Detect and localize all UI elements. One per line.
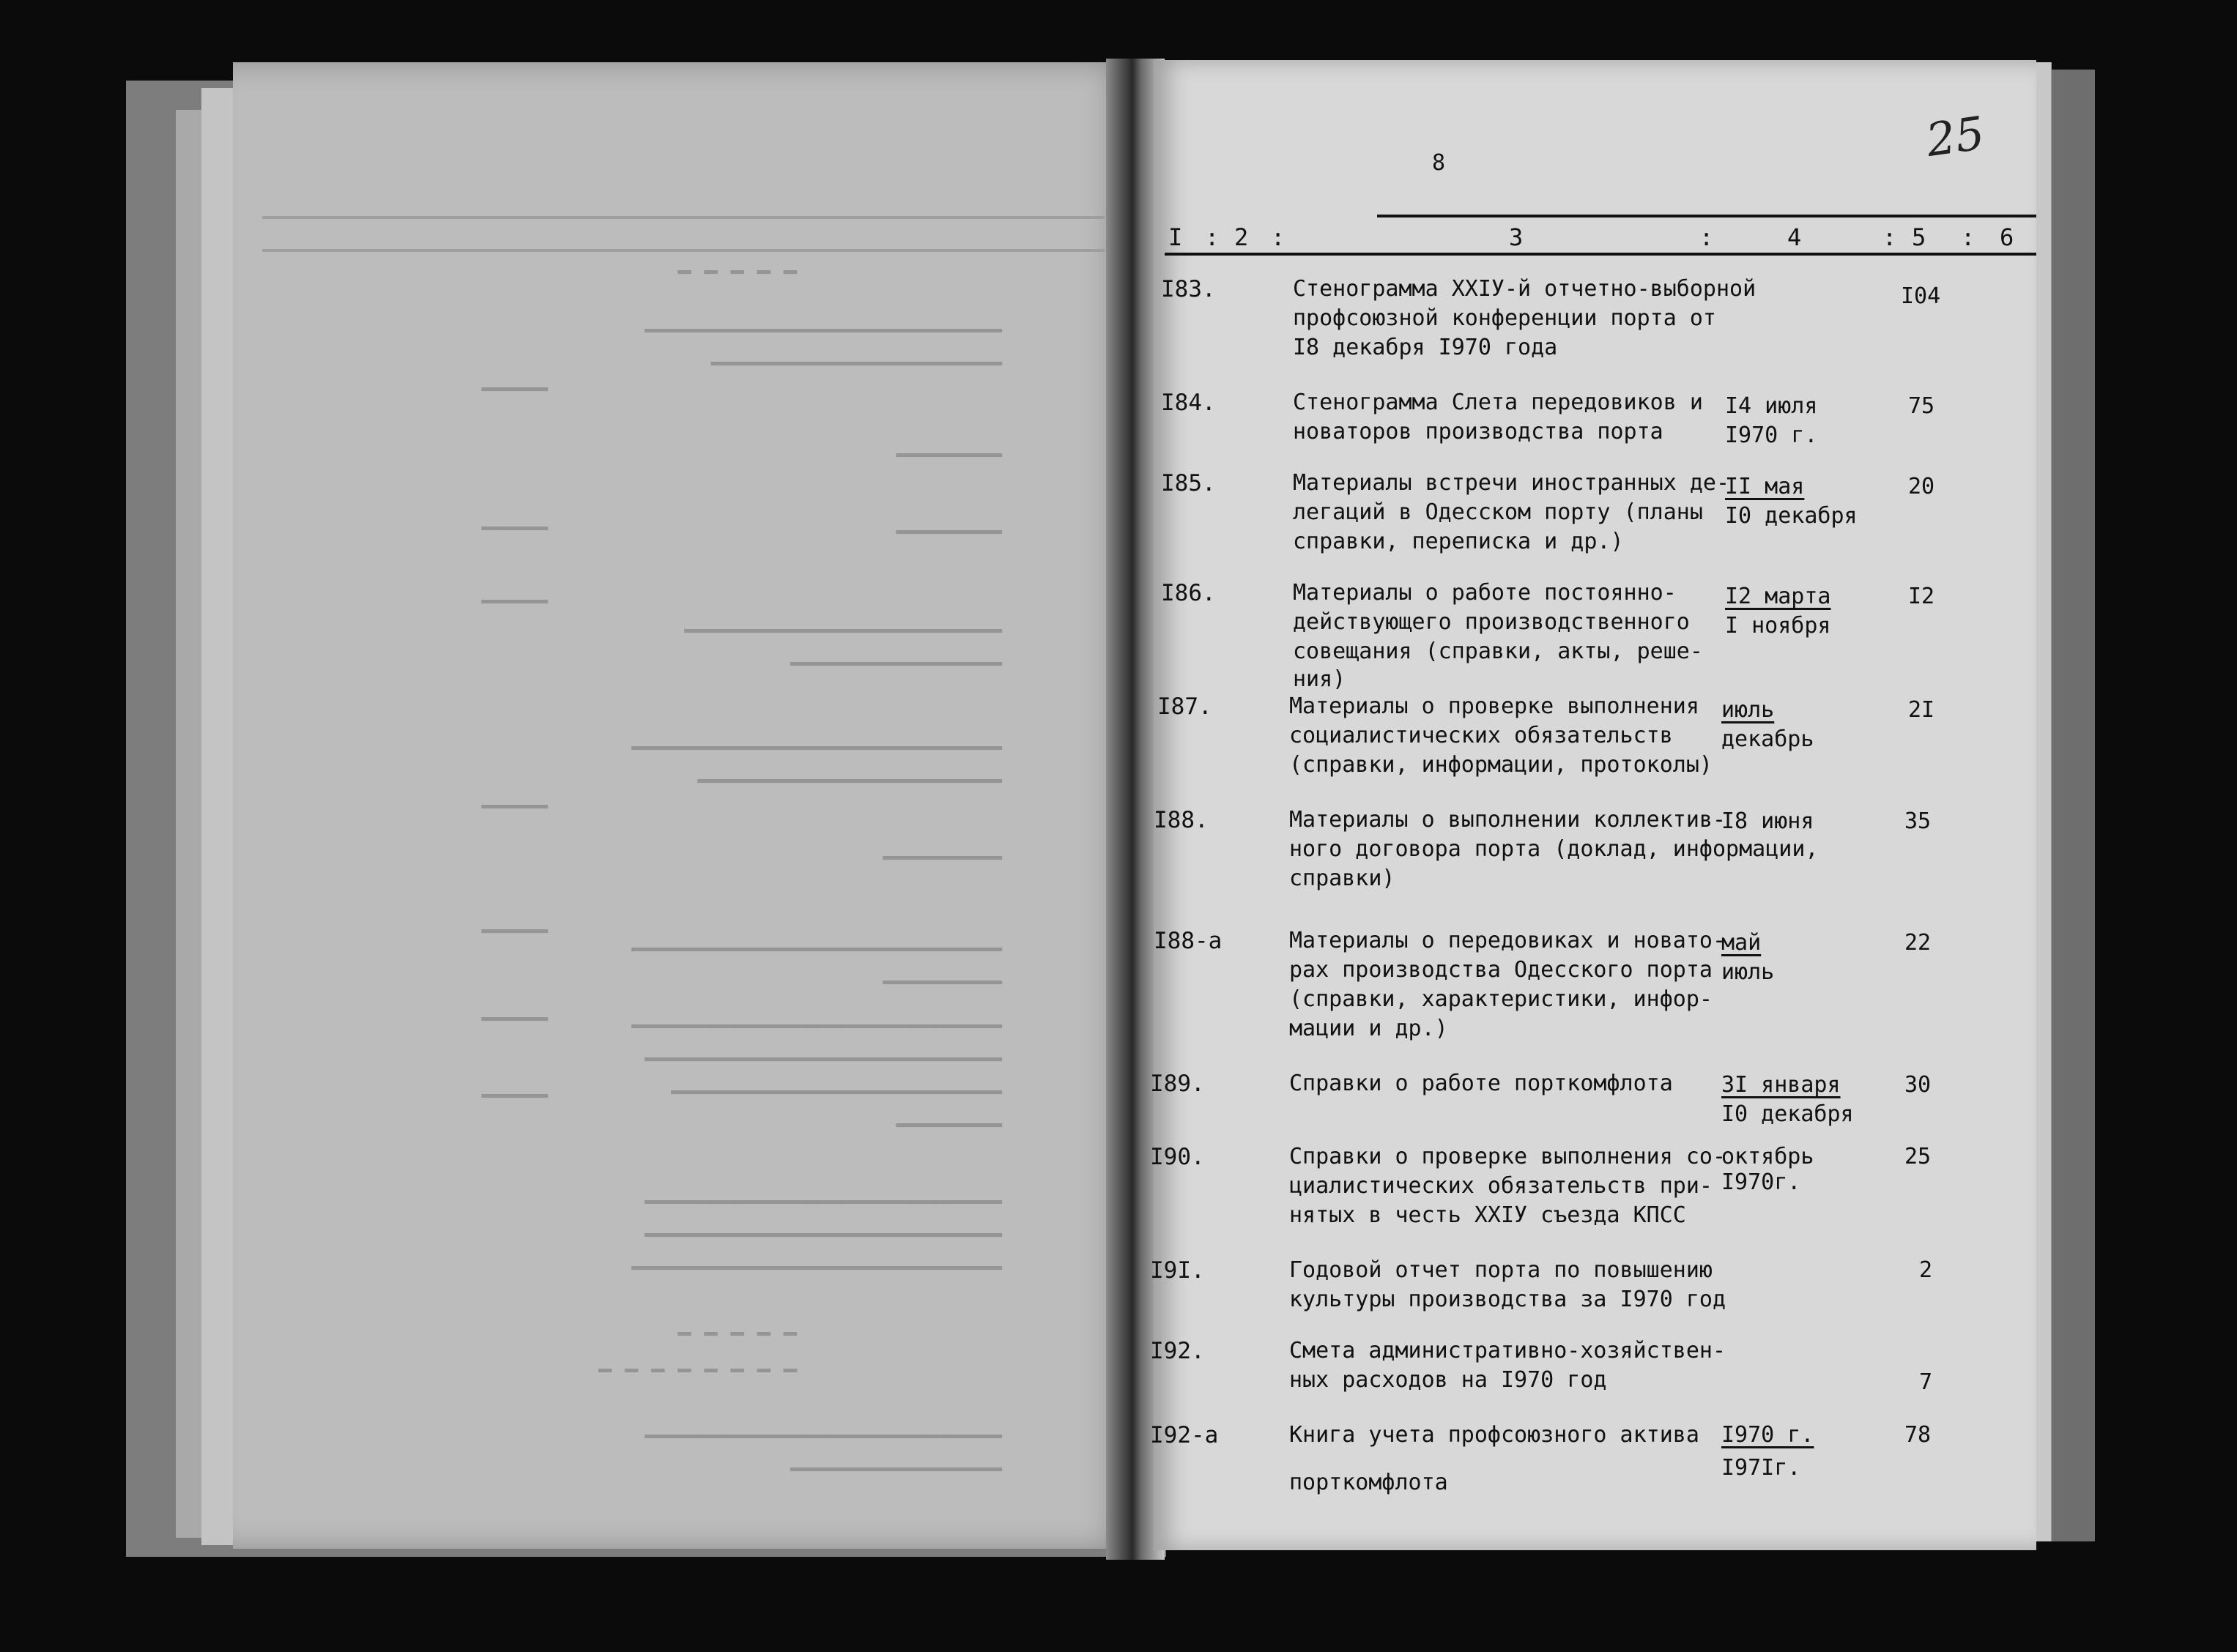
row-title-line: новаторов производства порта (1293, 419, 1663, 444)
row-sheet-count: I04 (1901, 283, 1941, 309)
row-title-line: Стенограмма ХХIУ-й отчетно-выборной (1293, 276, 1756, 302)
row-number: I84. (1161, 390, 1216, 416)
row-title-line: (справки, характеристики, инфор- (1289, 986, 1713, 1012)
column-header-4: 4 (1787, 223, 1802, 251)
row-title-line: ния) (1293, 666, 1346, 692)
column-separator: : (1882, 223, 1897, 251)
row-sheet-count: 75 (1908, 393, 1935, 419)
row-date-start: октябрь (1721, 1144, 1814, 1169)
row-number: I86. (1161, 580, 1216, 606)
table-header-top-rule (1377, 215, 2036, 217)
row-title-line: нятых в честь ХХIУ съезда КПСС (1289, 1202, 1686, 1228)
row-title-line: (справки, информации, протоколы) (1289, 752, 1713, 778)
column-header-2: 2 (1234, 223, 1249, 251)
page-number: 8 (1432, 150, 1446, 176)
row-date-end: I970 г. (1725, 423, 1818, 448)
column-separator: : (1699, 223, 1714, 251)
row-title-line: Материалы о работе постоянно- (1293, 580, 1677, 606)
row-title-line: действующего производственного (1293, 609, 1690, 635)
row-number: I92-а (1150, 1422, 1219, 1448)
column-header-6: 6 (2000, 223, 2014, 251)
row-title-line: Справки о проверке выполнения со- (1289, 1144, 1726, 1169)
row-title-line: Материалы о проверке выполнения (1289, 693, 1699, 719)
row-title-line: Годовой отчет порта по повышению (1289, 1257, 1713, 1283)
row-sheet-count: 78 (1904, 1422, 1932, 1448)
row-sheet-count: 35 (1904, 808, 1932, 834)
archive-sheet-number: 25 (1923, 105, 1988, 168)
row-title-line: справки, переписка и др.) (1293, 529, 1624, 554)
row-title-line: мации и др.) (1289, 1016, 1448, 1041)
row-number: I88. (1154, 807, 1209, 833)
row-number: I90. (1150, 1144, 1205, 1170)
row-number: I88-а (1154, 928, 1223, 954)
row-title-line: рах производства Одесского порта (1289, 957, 1713, 983)
row-date-start: май (1721, 930, 1762, 956)
row-sheet-count: 20 (1908, 474, 1935, 499)
row-title-line: Справки о работе порткомфлота (1289, 1071, 1673, 1096)
row-date-end: июль (1721, 959, 1775, 985)
column-separator: : (1271, 223, 1286, 251)
row-date-end: I970г. (1721, 1169, 1801, 1195)
row-date-start: II мая (1725, 474, 1805, 499)
row-date-end: I0 декабря (1721, 1101, 1854, 1127)
row-title-line: ного договора порта (доклад, информации, (1289, 836, 1819, 862)
bleed-through-text: ━ ━ ━ ━ ━ ━━━━━━━━━━━━━━━━━━━━━━━━━━━ ━━━━━━━━━━━━━━━━━━━━━━ ━━━━━━━━ ━━━━━━━━ ━━━━━━━━━━━━━━━━━━━━━━━━ ━━━━━━━━━━━━━━━━ ━━━━━━━━━━━━━━━━━━━━━━━━━━━━ ━━━━━━━━━━━━━━━━━━━━━━━ ━━━━━━━━━ ━━━━━━━━━━━━━━━━━━━━━━━━━━━━ ━━━━━━━━━ ━━━━━━━━━━━━━━━━━━━━━━━━━━━━ ━━━━━━━━━━━━━━━━━━━━━━━━━━━ ━━━━━━━━━━━━━━━━━━━━━━━━━ ━━━━━━━━ ━━━━━━━━━━━━━━━━━━━━━━━━━━━ ━━━━━━━━━━━━━━━━━━━━━━━━━━━ ━━━━━━━━━━━━━━━━━━━━━━━━━━━━ ━ ━ ━ ━ ━ ━ ━ ━ ━ ━ ━ ━ ━ ━━━━━━━━━━━━━━━━━━━━━━━━━━━ ━━━━━━━━━━━━━━━━ ━━━━━ ━━━━━ ━━━━━ ━━━━━ ━━━━━ ━━━━━ ━━━━━ (233, 62, 1134, 1549)
column-separator: : (1961, 223, 1976, 251)
row-title-line: легаций в Одесском порту (планы (1293, 499, 1703, 525)
row-date-start: 3I января (1721, 1072, 1841, 1098)
row-date-start: I2 марта (1725, 584, 1831, 609)
row-title-line: Материалы о передовиках и новато- (1289, 928, 1726, 953)
row-date-start: июль (1721, 697, 1775, 723)
row-title-line: Стенограмма Слета передовиков и (1293, 390, 1703, 415)
column-separator: : (1205, 223, 1220, 251)
row-sheet-count: 7 (1919, 1369, 1933, 1395)
row-title-line: профсоюзной конференции порта от (1293, 305, 1716, 331)
row-title-line: совещания (справки, акты, реше- (1293, 639, 1703, 664)
row-title-line: социалистических обязательств (1289, 723, 1673, 748)
row-date-start: I970 г. (1721, 1422, 1814, 1448)
row-date-end: I ноября (1725, 613, 1831, 639)
row-title-line: циалистических обязательств при- (1289, 1173, 1713, 1199)
row-number: I87. (1157, 693, 1212, 720)
row-number: I89. (1150, 1071, 1205, 1097)
column-header-5: 5 (1912, 223, 1926, 251)
row-sheet-count: 2I (1908, 697, 1935, 723)
row-sheet-count: 22 (1904, 930, 1932, 956)
row-title-line: Книга учета профсоюзного актива (1289, 1422, 1699, 1448)
row-title-line: Материалы встречи иностранных де- (1293, 470, 1730, 496)
row-date-end: I0 декабря (1725, 503, 1858, 529)
row-title-line: I8 декабря I970 года (1293, 335, 1558, 360)
row-number: I9I. (1150, 1257, 1205, 1284)
row-title-line: порткомфлота (1289, 1470, 1448, 1495)
row-number: I85. (1161, 470, 1216, 496)
row-number: I83. (1161, 276, 1216, 302)
row-date-end: I97Iг. (1721, 1455, 1801, 1481)
left-page (233, 62, 1134, 1549)
row-title-line: справки) (1289, 866, 1395, 891)
row-date-start: I4 июля (1725, 393, 1818, 419)
column-header-3: 3 (1509, 223, 1524, 251)
row-date-end: декабрь (1721, 726, 1814, 752)
row-title-line: ных расходов на I970 год (1289, 1367, 1607, 1393)
row-sheet-count: I2 (1908, 584, 1935, 609)
row-sheet-count: 2 (1919, 1257, 1933, 1283)
table-header-bottom-rule (1165, 253, 2036, 256)
row-sheet-count: 25 (1904, 1144, 1932, 1169)
row-sheet-count: 30 (1904, 1072, 1932, 1098)
row-title-line: культуры производства за I970 год (1289, 1287, 1726, 1312)
row-number: I92. (1150, 1338, 1205, 1364)
row-title-line: Материалы о выполнении коллектив- (1289, 807, 1726, 833)
row-date-start: I8 июня (1721, 808, 1814, 834)
row-title-line: Смета административно-хозяйствен- (1289, 1338, 1726, 1363)
column-header-1: I (1168, 223, 1183, 251)
